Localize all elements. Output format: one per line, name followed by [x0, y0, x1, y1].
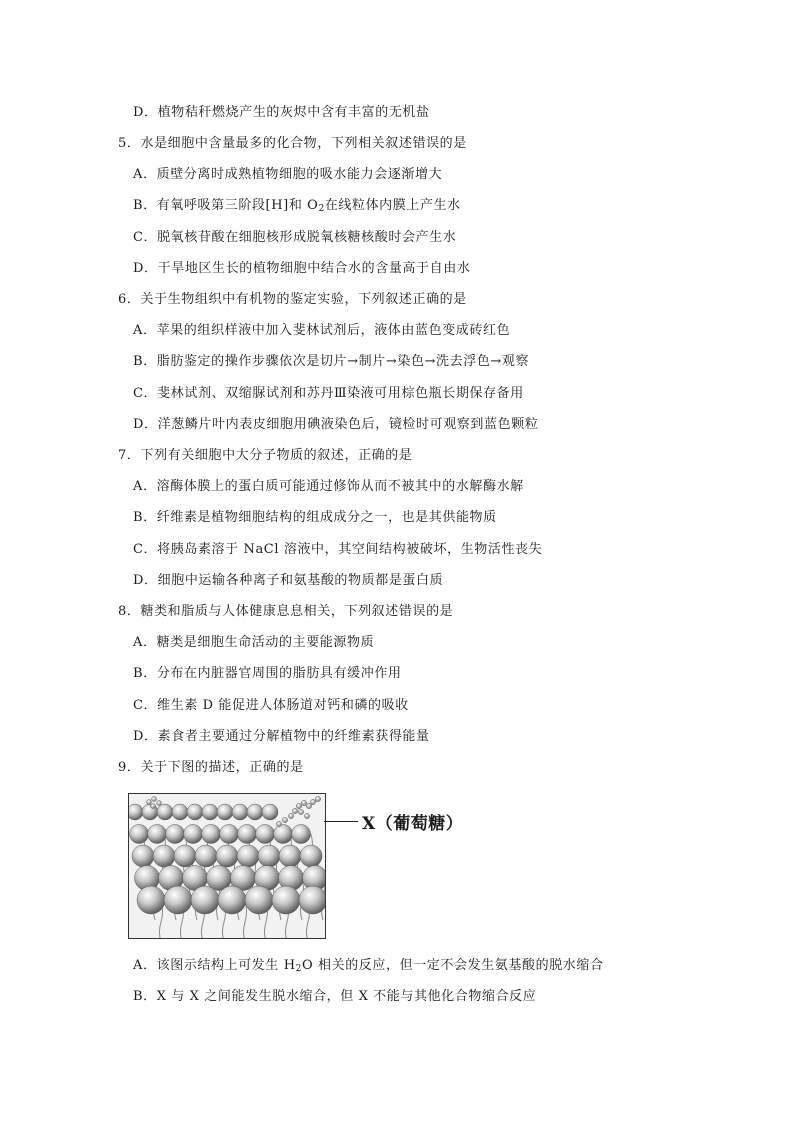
glucose-bead	[301, 800, 306, 805]
q7-option-b: B．纤维素是植物细胞结构的组成成分之一，也是其供能物质	[133, 510, 497, 525]
phospholipid-head	[137, 886, 165, 914]
q8-option-d: D．素食者主要通过分解植物中的纤维素获得能量	[133, 729, 430, 744]
q5b-text-pre: B．有氧呼吸第三阶段[H]和 O	[133, 198, 319, 213]
phospholipid-head	[238, 825, 257, 844]
q9a-text-post: O 相关的反应，但一定不会发生氨基酸的脱水缩合	[302, 958, 604, 973]
phospholipid-head	[299, 886, 325, 914]
phospholipid-head	[279, 845, 301, 867]
phospholipid-head	[129, 804, 143, 820]
phospholipid-head	[202, 825, 221, 844]
phospholipid-head	[237, 845, 259, 867]
q7-option-d: D．细胞中运输各种离子和氨基酸的物质都是蛋白质	[133, 573, 444, 588]
q8-option-c: C．维生素 D 能促进人体肠道对钙和磷的吸收	[133, 698, 409, 713]
q9-option-a	[133, 957, 604, 978]
phospholipid-head	[166, 825, 185, 844]
q6-option-c: C．斐林试剂、双缩脲试剂和苏丹Ⅲ染液可用棕色瓶长期保存备用	[133, 386, 524, 401]
figure-label-x-glucose: X（葡萄糖）	[362, 814, 464, 834]
phospholipid-head	[172, 804, 188, 820]
glucose-bead	[157, 801, 162, 806]
phospholipid-head	[247, 804, 263, 820]
membrane-illustration	[129, 794, 325, 938]
phospholipid-head	[217, 804, 233, 820]
question-5-stem: 5．水是细胞中含量最多的化合物，下列相关叙述错误的是	[118, 136, 467, 151]
glucose-bead	[306, 803, 311, 808]
glucose-bead	[315, 796, 320, 801]
glucose-bead	[292, 808, 297, 813]
q6-option-a: A．苹果的组织样液中加入斐林试剂后，液体由蓝色变成砖红色	[133, 323, 511, 338]
q4-option-d: D．植物秸秆燃烧产生的灰烬中含有丰富的无机盐	[133, 105, 430, 120]
phospholipid-head	[164, 886, 192, 914]
q9a-text-pre: A．该图示结构上可发生 H	[133, 958, 296, 973]
q5-option-a: A．质壁分离时成熟植物细胞的吸水能力会逐渐增大	[133, 167, 443, 182]
phospholipid-head	[174, 845, 196, 867]
phospholipid-head	[220, 825, 239, 844]
glucose-bead	[151, 804, 156, 809]
phospholipid-head	[132, 845, 154, 867]
q6-option-b: B．脂肪鉴定的操作步骤依次是切片→制片→染色→洗去浮色→观察	[133, 354, 530, 369]
phospholipid-head	[245, 886, 273, 914]
label-leader-line	[324, 821, 358, 822]
question-8-stem: 8．糖类和脂质与人体健康息息相关，下列叙述错误的是	[118, 604, 454, 619]
q7-option-a: A．溶酶体膜上的蛋白质可能通过修饰从而不被其中的水解酶水解	[133, 479, 524, 494]
phospholipid-head	[130, 825, 149, 844]
q8-option-a: A．糖类是细胞生命活动的主要能源物质	[133, 635, 375, 650]
glucose-bead	[276, 821, 281, 826]
q5-option-c: C．脱氧核苷酸在细胞核形成脱氧核糖核酸时会产生水	[133, 230, 457, 245]
phospholipid-head	[262, 804, 278, 820]
phospholipid-head	[216, 845, 238, 867]
phospholipid-head	[292, 825, 311, 844]
q8-option-b: B．分布在内脏器官周围的脂肪具有缓冲作用	[133, 666, 402, 681]
phospholipid-head	[184, 825, 203, 844]
question-9-stem: 9．关于下图的描述，正确的是	[118, 760, 304, 775]
glucose-bead	[304, 813, 309, 818]
phospholipid-head	[300, 845, 322, 867]
phospholipid-head	[258, 845, 280, 867]
phospholipid-head	[153, 845, 175, 867]
phospholipid-head	[218, 886, 246, 914]
q5-option-b	[133, 197, 461, 218]
q5b-subscript: 2	[318, 204, 325, 214]
phospholipid-head	[272, 886, 300, 914]
glucose-bead	[288, 813, 293, 818]
glucose-bead	[298, 809, 303, 814]
phospholipid-head	[187, 804, 203, 820]
q6-option-d: D．洋葱鳞片叶内表皮细胞用碘液染色后，镜检时可观察到蓝色颗粒	[133, 417, 539, 432]
q9a-subscript: 2	[295, 964, 302, 974]
phospholipid-head	[191, 886, 219, 914]
phospholipid-head	[202, 804, 218, 820]
question-6-stem: 6．关于生物组织中有机物的鉴定实验，下列叙述正确的是	[118, 292, 467, 307]
q7-option-c: C．将胰岛素溶于 NaCl 溶液中，其空间结构被破坏，生物活性丧失	[133, 542, 543, 557]
glucose-bead	[147, 800, 152, 805]
phospholipid-head	[148, 825, 167, 844]
glucose-bead	[296, 803, 301, 808]
phospholipid-head	[195, 845, 217, 867]
q9-option-b: B．X 与 X 之间能发生脱水缩合，但 X 不能与其他化合物缩合反应	[133, 989, 537, 1004]
question-7-stem: 7．下列有关细胞中大分子物质的叙述，正确的是	[118, 448, 413, 463]
q5b-text-post: 在线粒体内膜上产生水	[324, 198, 461, 213]
phospholipid-head	[274, 825, 293, 844]
phospholipid-head	[256, 825, 275, 844]
glucose-bead	[310, 799, 315, 804]
phospholipid-head	[232, 804, 248, 820]
q5-option-d: D．干旱地区生长的植物细胞中结合水的含量高于自由水	[133, 261, 471, 276]
membrane-structure-figure	[128, 793, 326, 939]
phospholipid-head	[157, 804, 173, 820]
glucose-bead	[282, 817, 287, 822]
glucose-bead	[152, 797, 157, 802]
